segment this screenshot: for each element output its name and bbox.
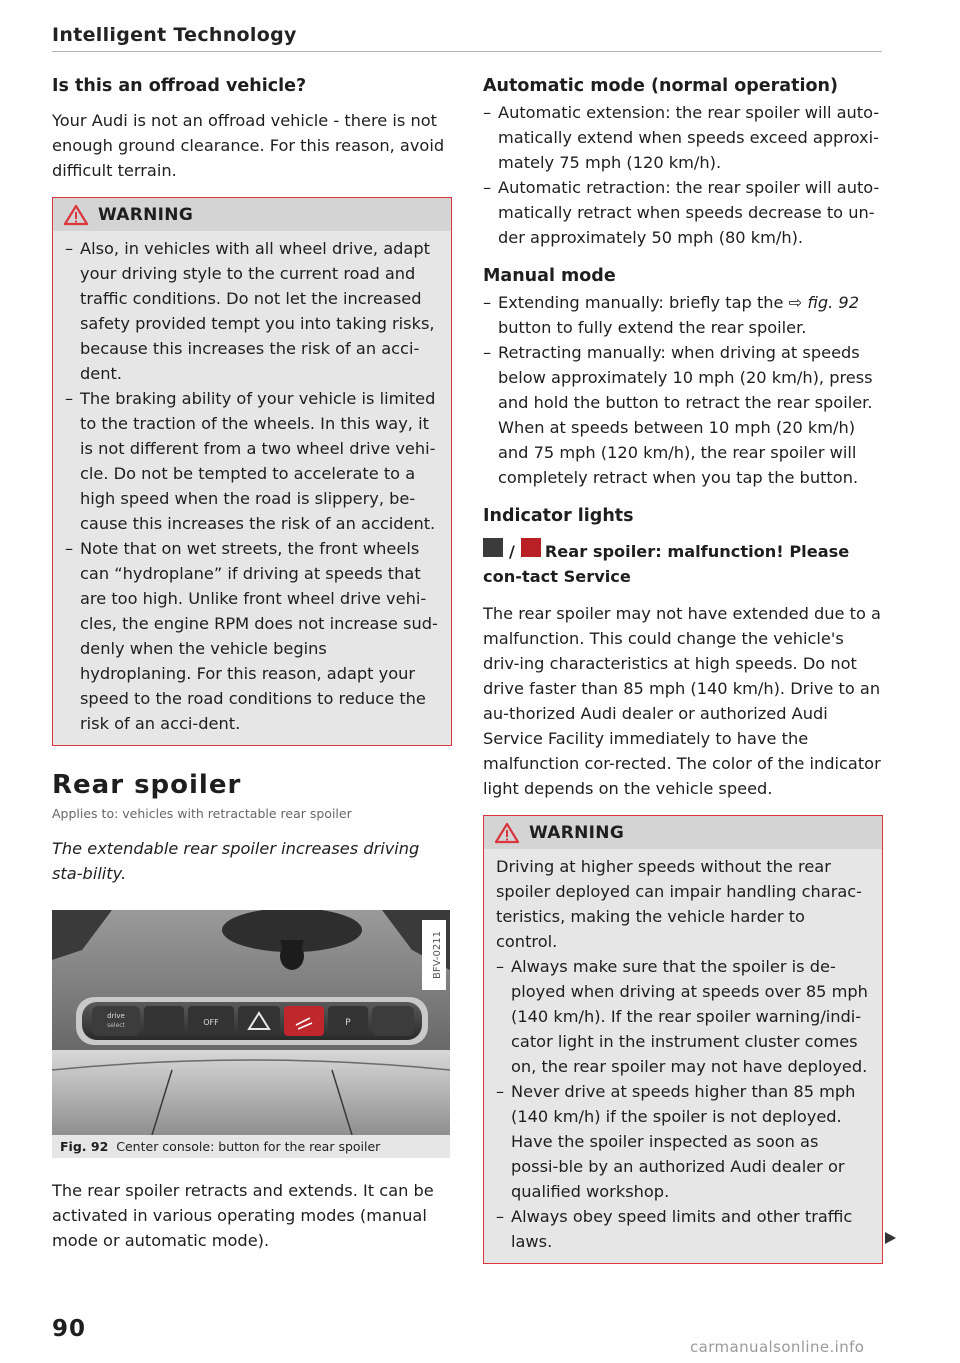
figure-code: BFV-0211	[432, 931, 443, 979]
warning-triangle-icon	[63, 204, 89, 226]
warning-item: – Note that on wet streets, the front wheels can “hydroplane” if driving at speeds that are too high. Unlike front wheel drive vehi-cles, the engine RPM does not increase sud-denly when the vehicle begins hydroplaning. For this reason, adapt your speed to the road conditions to reduce the risk of an acci-dent.	[65, 536, 439, 736]
select-label: select	[107, 1022, 125, 1029]
continue-arrow-icon	[885, 1232, 896, 1244]
warning-title: WARNING	[529, 823, 625, 843]
spoiler-intro-text: The rear spoiler retracts and extends. It can be activated in various operating modes (manual mode or automatic mode).	[52, 1181, 434, 1250]
manual-extend-post: button to fully extend the rear spoiler.	[498, 318, 807, 337]
blank-button[interactable]	[144, 1006, 184, 1036]
indicator-title-row	[483, 538, 883, 589]
figure-caption	[52, 1135, 450, 1158]
figure-caption-text: Center console: button for the rear spoiler	[116, 1139, 381, 1154]
warning-header	[484, 816, 882, 849]
watermark: carmanualsonline.info	[690, 1338, 865, 1356]
warning-intro: Driving at higher speeds without the rear spoiler deployed can impair handling charac-teristics, making the vehicle harder to control.	[496, 857, 863, 951]
blank-button-right[interactable]	[372, 1006, 414, 1036]
spoiler-indicator-red-icon	[521, 538, 541, 557]
automatic-mode-item: – Automatic extension: the rear spoiler will auto-matically extend when speeds exceed approxi-mately 75 mph (120 km/h).	[483, 100, 883, 175]
warning-box-awd	[52, 197, 452, 746]
console-illustration	[52, 910, 450, 1135]
offroad-text: Your Audi is not an offroad vehicle - there is not enough ground clearance. For this reason, avoid difficult terrain.	[52, 111, 445, 180]
right-column	[483, 72, 883, 1264]
warning-header	[53, 198, 451, 231]
applies-to-note: Applies to: vehicles with retractable rear spoiler	[52, 806, 352, 821]
figure-label: Fig. 92	[60, 1139, 109, 1154]
warning-triangle-icon	[494, 822, 520, 844]
warning-list	[496, 954, 870, 1254]
left-column	[52, 72, 452, 1253]
warning-title: WARNING	[98, 205, 194, 225]
esc-off-label: OFF	[203, 1018, 219, 1027]
indicator-message: Rear spoiler: malfunction! Please con-tact Service	[483, 542, 850, 586]
offroad-heading: Is this an offroad vehicle?	[52, 76, 307, 96]
indicator-description: The rear spoiler may not have extended due to a malfunction. This could change the vehicle's driv-ing characteristics at high speeds. Do not drive faster than 85 mph (140 km/h). Drive to an au-thorized Audi dealer or authorized Audi Service Facility immediately to have the malfunction cor-rected. The color of the indicator light depends on the vehicle speed.	[483, 604, 881, 798]
warning-item: – Always make sure that the spoiler is de-ployed when driving at speeds over 85 mph (140 km/h). If the rear spoiler warning/indi-cator light in the instrument cluster comes on, the rear spoiler may not have deployed.	[496, 954, 870, 1079]
indicator-slash: /	[509, 542, 515, 561]
warning-item: – Also, in vehicles with all wheel drive, adapt your driving style to the current road and traffic conditions. Do not let the increased safety provided tempt you into taking risks, because this increases the risk of an acci-dent.	[65, 236, 439, 386]
automatic-mode-item: – Automatic retraction: the rear spoiler will auto-matically retract when speeds decrease to un-der approximately 50 mph (80 km/h).	[483, 175, 883, 250]
manual-mode-item	[483, 290, 883, 340]
section-title: Rear spoiler	[52, 770, 242, 800]
automatic-mode-list	[483, 100, 883, 250]
warning-box-spoiler	[483, 815, 883, 1264]
indicator-lights-heading: Indicator lights	[483, 506, 634, 526]
fig-92-link[interactable]: ⇨ fig. 92	[788, 293, 860, 312]
manual-mode-item: – Retracting manually: when driving at speeds below approximately 10 mph (20 km/h), press and hold the button to retract the rear spoiler. When at speeds between 10 mph (20 km/h) and 75 mph (120 km/h), the rear spoiler will completely retract when you tap the button.	[483, 340, 883, 490]
drive-label: drive	[107, 1012, 125, 1020]
manual-mode-heading: Manual mode	[483, 266, 616, 286]
automatic-mode-heading: Automatic mode (normal operation)	[483, 76, 838, 96]
header-divider	[52, 51, 882, 52]
warning-item: – Always obey speed limits and other traffic laws.	[496, 1204, 870, 1254]
lead-text: The extendable rear spoiler increases driving sta-bility.	[52, 839, 420, 883]
warning-item: – Never drive at speeds higher than 85 mph (140 km/h) if the spoiler is not deployed. Have the spoiler inspected as soon as possi-ble by an authorized Audi dealer or qualified workshop.	[496, 1079, 870, 1204]
page-number: 90	[52, 1316, 87, 1342]
drive-select-button[interactable]	[92, 1006, 140, 1036]
warning-list	[65, 236, 439, 736]
svg-text:P: P	[345, 1018, 351, 1028]
center-console-photo	[52, 910, 450, 1135]
spoiler-indicator-yellow-icon	[483, 538, 503, 557]
chapter-title: Intelligent Technology	[52, 24, 297, 46]
hazard-button[interactable]	[238, 1006, 280, 1036]
manual-extend-pre: Extending manually: briefly tap the	[498, 293, 784, 312]
manual-mode-list	[483, 290, 883, 490]
warning-item: – The braking ability of your vehicle is limited to the traction of the wheels. In this way, it is not different from a two wheel drive vehi-cle. Do not be tempted to accelerate to a high speed when the road is slippery, be-cause this increases the risk of an accident.	[65, 386, 439, 536]
page-header	[52, 24, 882, 46]
